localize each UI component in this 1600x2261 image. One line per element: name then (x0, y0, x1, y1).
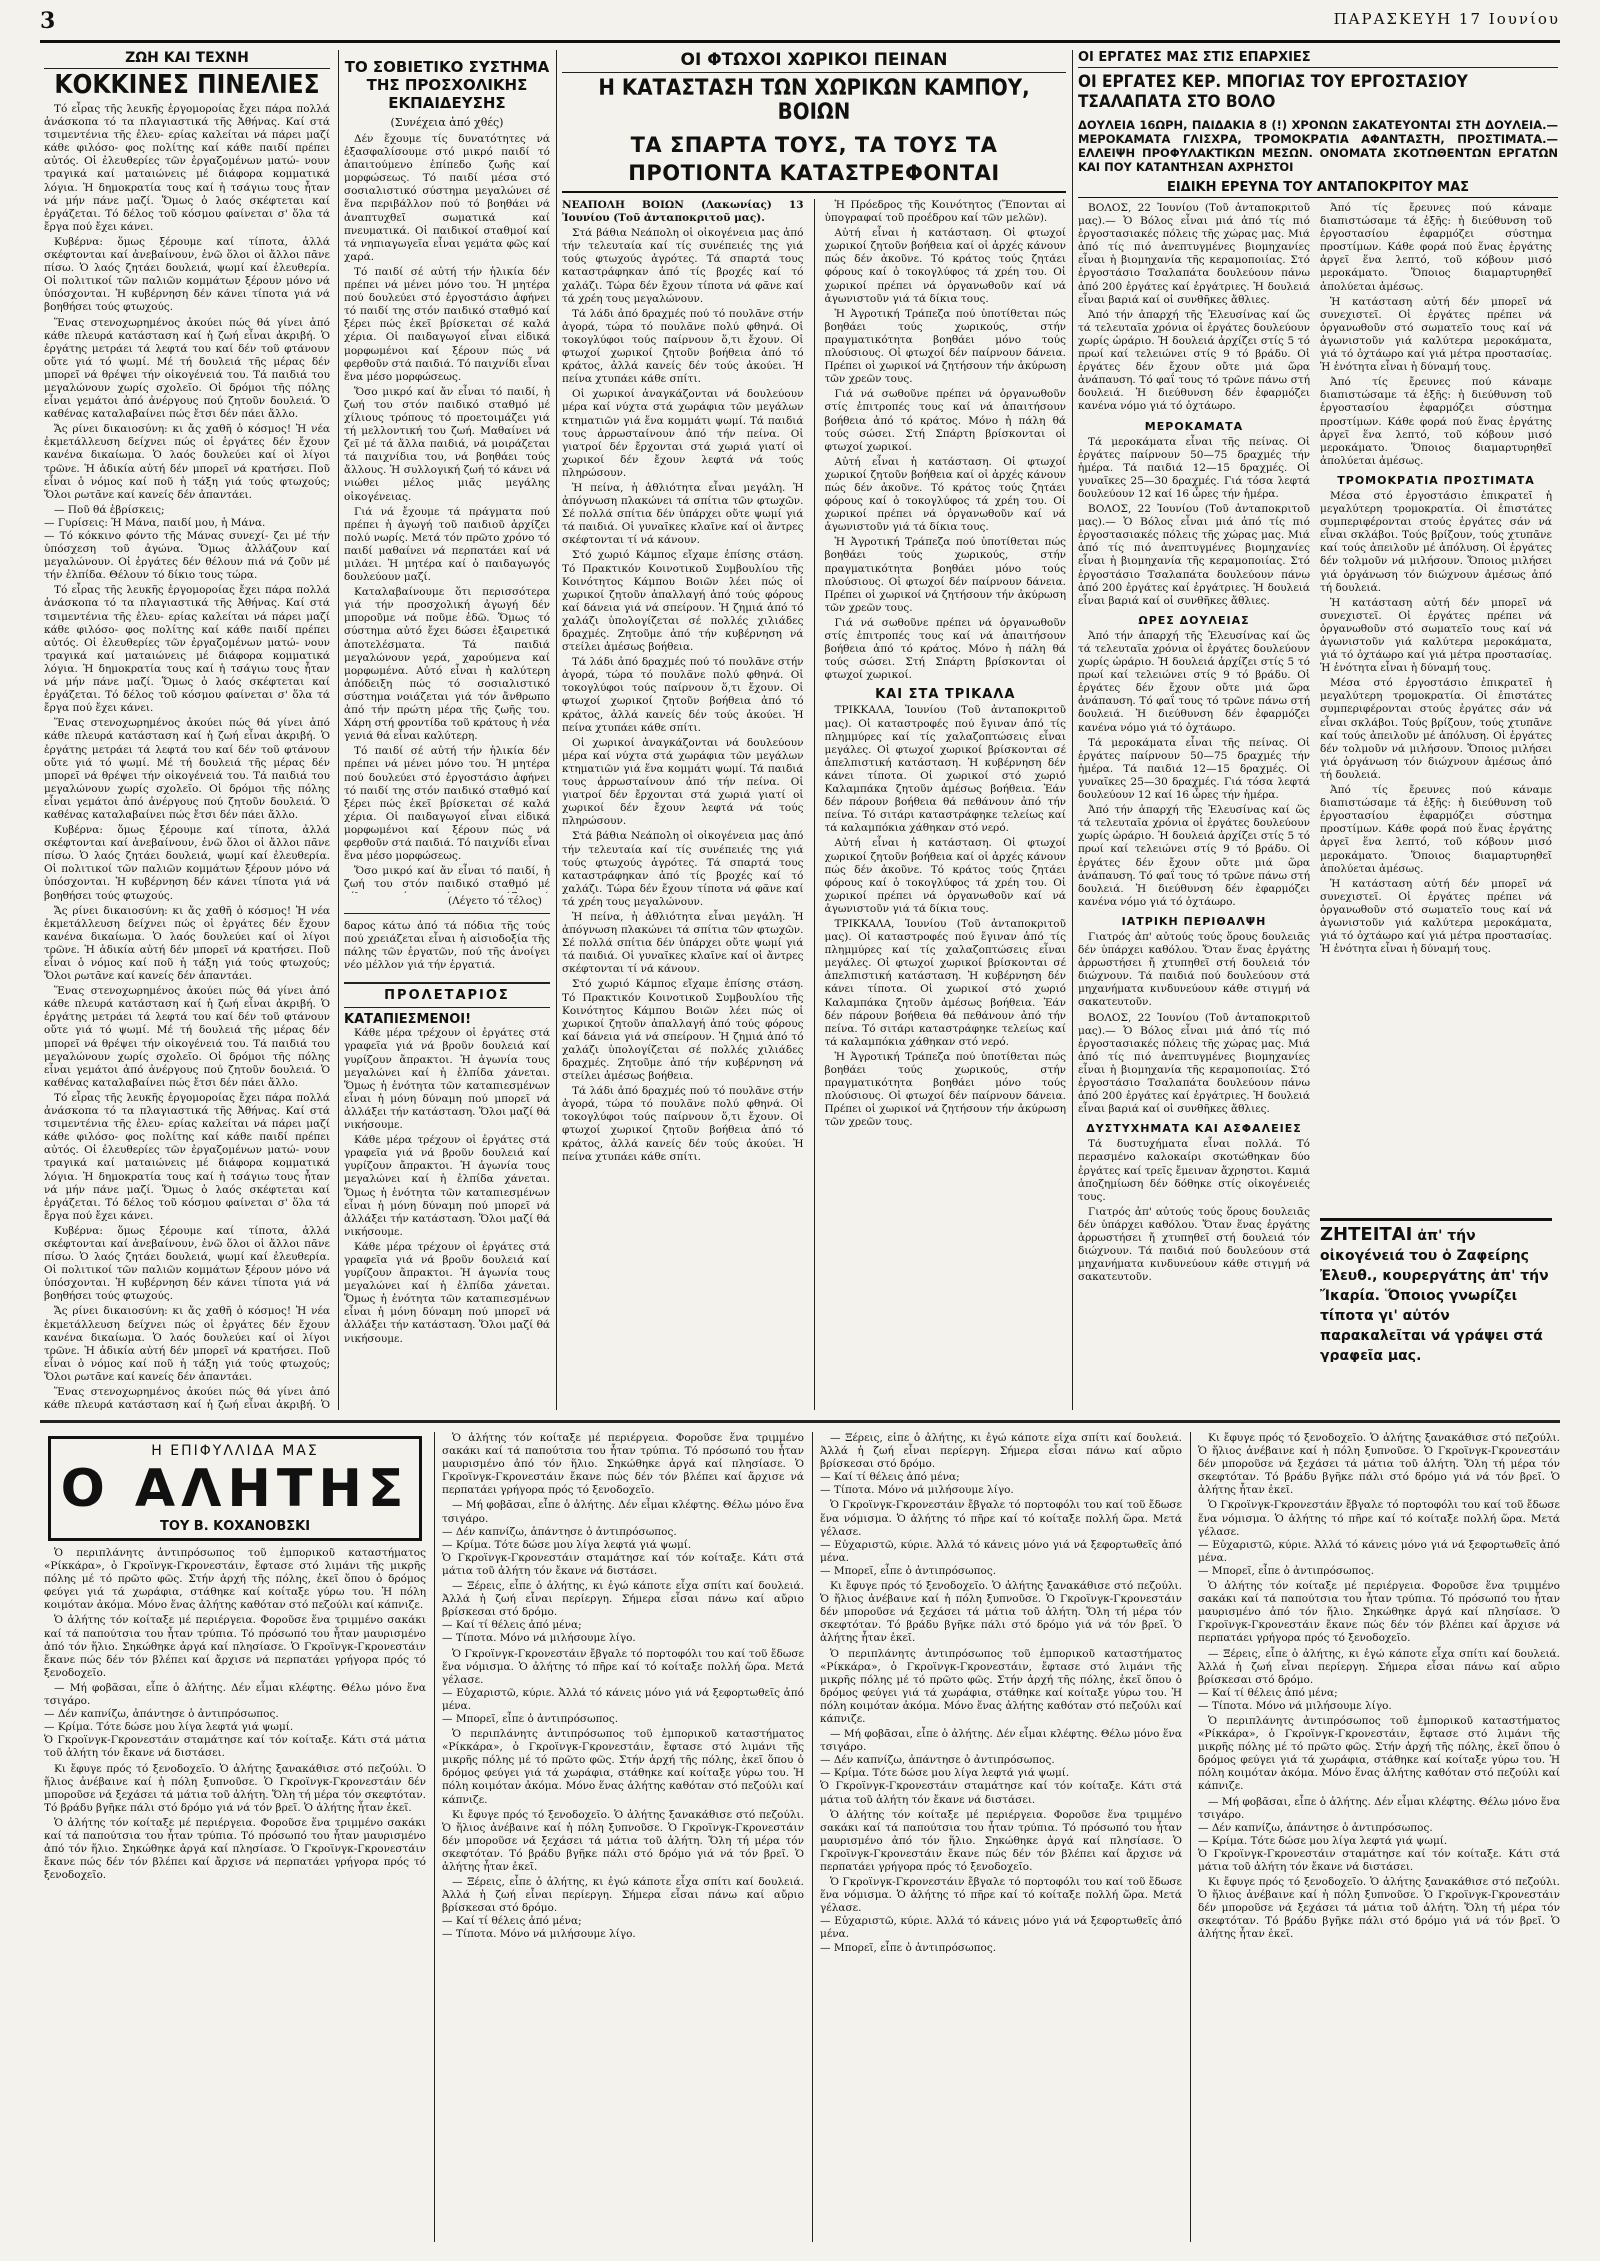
serial-column-2 (442, 1432, 804, 2242)
subhead-accidents: ΔΥΣΤΥΧΗΜΑΤΑ ΚΑΙ ΑΣΦΑΛΕΙΕΣ (1086, 1122, 1302, 1136)
paragraph: Ἡ κατάσταση αὐτή δέν μπορεῖ νά συνεχιστεῖ. Οἱ ἐργάτες πρέπει νά ὀργανωθοῦν στό σωματεῖο τους καί νά ἀγωνιστοῦν γιά καλύτερα μεροκάματα, γιά τό ὀχτάωρο καί γιά μέτρα προστασίας. Ἡ ἑνότητα εἶναι ἡ δύναμή τους. (1320, 877, 1552, 956)
paragraph: Ὁ ἀλήτης τόν κοίταξε μέ περιέργεια. Φοροῦσε ἕνα τριμμένο σακάκι καί τά παπούτσια του ἦταν τρύπια. Τό πρόσωπό του ἦταν μαυρισμένο ἀπό τόν ἥλιο. Σηκώθηκε ἀργά καί πλησίασε. Ὁ Γκροϊνγκ-Γκρονεστάιν ἔκανε πώς δέν τόν βλέπει καί ἄρχισε νά περπατάει γρήγορα πρός τό ξενοδοχεῖο. (44, 1614, 426, 1679)
paragraph: Ἄς ρίνει δικαιοσύνη: κι ἄς χαθῆ ὁ κόσμος! Ἡ νέα ἐκμετάλλευση δείχνει πώς οἱ ἐργάτες δέν ἔχουν κανένα δικαίωμα. Ὁ λαός δουλεύει καί οἱ λίγοι τρῶνε. Ἡ ἀδικία αὐτή δέν μπορεῖ νά κρατήσει. Ποῦ εἶναι ὁ νόμος καί ποῦ ἡ τάξη γιά τούς φτωχούς; Ὅλοι ρωτᾶνε καί κανείς δέν ἀπαντάει. (44, 904, 330, 983)
paragraph: Τά λάδι ἀπό δραχμές πού τό πουλᾶνε στήν ἀγορά, τώρα τό πουλᾶνε πολύ φθηνά. Οἱ τοκογλύφοι τούς παίρνουν ὅ,τι ἔχουν. Οἱ φτωχοί χωρικοί ζητοῦν βοήθεια ἀπό τό κράτος, ἀλλά κανείς δέν τούς ἀκούει. Ἡ πείνα χτυπάει κάθε σπίτι. (562, 656, 804, 734)
column-workers-provinces (1078, 50, 1558, 1410)
article-column-right (1320, 202, 1552, 1362)
masthead-rule (40, 40, 1560, 43)
paragraph: Ἡ πείνα, ἡ ἀθλιότητα εἶναι μεγάλη. Ἡ ἀπόγνωση πλακώνει τά σπίτια τῶν φτωχῶν. Σέ πολλά σπίτια δέν ὑπάρχει οὔτε ψωμί γιά τά παιδιά. Οἱ γυναῖκες κλαῖνε καί οἱ ἄντρες σκέφτονται τί νά κάνουν. (562, 910, 804, 976)
proletarian-body (344, 1027, 550, 1345)
paragraph: Αὐτή εἶναι ἡ κατάσταση. Οἱ φτωχοί χωρικοί ζητοῦν βοήθεια καί οἱ ἀρχές κάνουν πώς δέν ἀκοῦνε. Τό κράτος τούς ζητάει φόρους καί ὁ τοκογλύφος τά χρέη του. Οἱ χωρικοί πρέπει νά ὀργανωθοῦν καί νά ἀγωνιστοῦν γιά τά δίκια τους. (824, 455, 1066, 534)
article-headline: ΤΟ ΣΟΒΙΕΤΙΚΟ ΣΥΣΤΗΜΑ ΤΗΣ ΠΡΟΣΧΟΛΙΚΗΣ ΕΚΠΑΙΔΕΥΣΗΣ (344, 58, 550, 112)
article-body (44, 103, 330, 1410)
paragraph: Κάθε μέρα τρέχουν οἱ ἐργάτες στά γραφεῖα γιά νά βροῦν δουλειά καί γυρίζουν ἄπρακτοι. Ἡ ἀγωνία τους μεγαλώνει καί ἡ ἐλπίδα χάνεται. Ὅμως ἡ ἑνότητα τῶν καταπιεσμένων εἶναι ἡ μόνη δύναμη πού μπορεῖ νά ἀλλάξει τήν κατάσταση. Ὅλοι μαζί θά νικήσουμε. (344, 1027, 550, 1132)
paragraph: ΤΡΙΚΚΑΛΑ, Ἰουνίου (Τοῦ ἀνταποκριτοῦ μας). Οἱ καταστροφές πού ἔγιναν ἀπό τίς πλημμύρες καί τίς χαλαζοπτώσεις εἶναι μεγάλες. Οἱ φτωχοί χωρικοί βρίσκονται σέ ἀπελπιστική κατάσταση. Ἡ κυβέρνηση δέν κάνει τίποτα. Οἱ χωρικοί στό χωριό Καλαμπάκα ζητοῦν ἀμέσως βοήθεια. Ἐάν δέν πάρουν βοήθεια θά πεθάνουν ἀπό τήν πείνα. Τό σιτάρι καταστράφηκε τελείως καί τά καλαμπόκια χάθηκαν στό νερό. (824, 704, 1066, 835)
column-rule (1072, 50, 1073, 1410)
paragraph: Ὁ περιπλάνητς ἀντιπρόσωπος τοῦ ἐμπορικοῦ καταστήματος «Ρίκκάρα», ὁ Γκροϊνγκ-Γκρονεστάιν, ἔφτασε στό λιμάνι τῆς μικρῆς πόλης μέ τό πρῶτο φῶς. Στήν ἀρχή τῆς πόλης, ἐκεῖ ὅπου ὁ δρόμος φεύγει γιά τά χωράφια, στάθηκε καί κοίταξε γύρω του. Ἡ πόλη κοιμόταν ἀκόμα. Μόνο ἕνας ἀλήτης καθόταν στό πεζούλι καί κάπνιζε. (1198, 1714, 1560, 1793)
paragraph: ΒΟΛΟΣ, 22 Ἰουνίου (Τοῦ ἀνταποκριτοῦ μας).— Ὁ Βόλος εἶναι μιά ἀπό τίς πιό ἐργοστασιακές πόλεις τῆς χώρας μας. Μιά ἀπό τίς πιό ἀνεπτυγμένες βιομηχανίες εἶναι ἡ βιομηχανία τῆς κεραμοποιίας. Στό ἐργοστάσιο Τσαλαπάτα δουλεύουν πάνω ἀπό 200 ἐργάτες καί ἐργάτριες. Ἡ δουλειά εἶναι βαριά καί οἱ συνθῆκες ἄθλιες. (1078, 1011, 1310, 1116)
column-poor-farmers (562, 50, 1066, 1410)
special-report-label: ΕΙΔΙΚΗ ΕΡΕΥΝΑ ΤΟΥ ΑΝΤΑΠΟΚΡΙΤΟΥ ΜΑΣ (1078, 180, 1558, 198)
section-kicker: ΟΙ ΦΤΩΧΟΙ ΧΩΡΙΚΟΙ ΠΕΙΝΑΝ (562, 50, 1066, 73)
serial-title: Ο ΑΛΗΤΗΣ (60, 1459, 410, 1519)
article-column-right (825, 199, 1067, 1410)
section-kicker: ΟΙ ΕΡΓΑΤΕΣ ΜΑΣ ΣΤΙΣ ΕΠΑΡΧΙΕΣ (1078, 50, 1558, 68)
continued-note: (Λέγετο τό τέλος) (448, 895, 542, 907)
paragraph: Οἱ χωρικοί ἀναγκάζονται νά δουλεύουν μέρα καί νύχτα στά χωράφια τῶν μεγάλων κτηματιῶν γιά ἕνα κομμάτι ψωμί. Τά παιδιά τους ἀρρωσταίνουν ἀπό τήν πείνα. Οἱ γιατροί δέν ἔρχονται στά χωριά γιατί οἱ χωρικοί δέν ἔχουν λεφτά νά τούς πληρώσουν. (562, 736, 804, 828)
paragraph: Κι ἔφυγε πρός τό ξενοδοχεῖο. Ὁ ἀλήτης ξανακάθισε στό πεζούλι. Ὁ ἥλιος ἀνέβαινε καί ἡ πόλη ξυπνοῦσε. Ὁ Γκροϊνγκ-Γκρονεστάιν δέν μποροῦσε νά ξεχάσει τά μάτια τοῦ ἀλήτη. Ὅλη τή μέρα τόν σκεφτόταν. Τό βράδυ βγῆκε πάλι στό δρόμο γιά νά τόν βρεῖ. Ὁ ἀλήτης ἦταν ἐκεῖ. (442, 1808, 804, 1873)
tail-text: δαρος κάτω ἀπό τά πόδια τῆς τούς πού χρειάζεται εἶναι ἡ αἰσιοδοξία τῆς πάλης τῶν ἐργατῶν, πού τῆς ἀνοίγει νέο μέλλον γιά τήν ἐργατιά. (344, 920, 550, 972)
paragraph: Τά μεροκάματα εἶναι τῆς πείνας. Οἱ ἐργάτες παίρνουν 50—75 δραχμές τήν ἡμέρα. Τά παιδιά 12—15 δραχμές. Οἱ γυναῖκες 25—30 δραχμές. Γιά τόσα λεφτά δουλεύουν 12 καί 16 ὧρες τήν ἡμέρα. (1078, 736, 1310, 802)
column-rule (434, 1432, 435, 2242)
paragraph: Κάθε μέρα τρέχουν οἱ ἐργάτες στά γραφεῖα γιά νά βροῦν δουλειά καί γυρίζουν ἄπρακτοι. Ἡ ἀγωνία τους μεγαλώνει καί ἡ ἐλπίδα χάνεται. Ὅμως ἡ ἑνότητα τῶν καταπιεσμένων εἶναι ἡ μόνη δύναμη πού μπορεῖ νά ἀλλάξει τήν κατάσταση. Ὅλοι μαζί θά νικήσουμε. (344, 1240, 550, 1345)
paragraph: — Ξέρεις, εἶπε ὁ ἀλήτης, κι ἐγώ κάποτε εἶχα σπίτι καί δουλειά. Ἀλλά ἡ ζωή εἶναι περίεργη. Σήμερα εἶσαι πάνω καί αὔριο βρίσκεσαι στό δρόμο. — Καί τί θέλεις ἀπό μένα; — Τίποτα. Μόνο νά μιλήσουμε λίγο. (442, 1580, 804, 1645)
paragraph: Μέσα στό ἐργοστάσιο ἐπικρατεῖ ἡ μεγαλύτερη τρομοκρατία. Οἱ ἐπιστάτες συμπεριφέρονται στούς ἐργάτες σάν νά εἶναι σκλάβοι. Τούς βρίζουν, τούς χτυπᾶνε καί τούς ἀπειλοῦν μέ ἀπόλυση. Οἱ ἐργάτες δέν τολμοῦν νά μιλήσουν. Ὅποιος μιλήσει γιά ὀργάνωση τόν διώχνουν ἀμέσως ἀπό τή δουλειά. (1320, 489, 1552, 594)
article-columns (562, 199, 1066, 1410)
paragraph: Ὅσο μικρό καί ἄν εἶναι τό παιδί, ἡ ζωή του στόν παιδικό σταθμό μέ (344, 865, 550, 891)
subhead-terror: ΤΡΟΜΟΚΡΑΤΙΑ ΠΡΟΣΤΙΜΑΤΑ (1337, 473, 1535, 487)
paragraph: Τό παιδί σέ αὐτή τήν ἡλικία δέν πρέπει νά μένει μόνο του. Ἡ μητέρα πού δουλεύει στό ἐργοστάσιο ἀφήνει τό παιδί της στόν παιδικό σταθμό καί ξέρει πώς ἐκεῖ βρίσκεται σέ καλά χέρια. Οἱ παιδαγωγοί εἶναι εἰδικά μορφωμένοι καί ξέρουν πώς νά φερθοῦν στά παιδιά. Τό παιχνίδι εἶναι ἕνα μέσο μορφώσεως. (344, 265, 550, 383)
subhead-wages: ΜΕΡΟΚΑΜΑΤΑ (1144, 419, 1244, 433)
section-rule (344, 913, 550, 914)
paragraph: Ἄς ρίνει δικαιοσύνη: κι ἄς χαθῆ ὁ κόσμος! Ἡ νέα ἐκμετάλλευση δείχνει πώς οἱ ἐργάτες δέν ἔχουν κανένα δικαίωμα. Ὁ λαός δουλεύει καί οἱ λίγοι τρῶνε. Ἡ ἀδικία αὐτή δέν μπορεῖ νά κρατήσει. Ποῦ εἶναι ὁ νόμος καί ποῦ ἡ τάξη γιά τούς φτωχούς; Ὅλοι ρωτᾶνε καί κανείς δέν ἀπαντάει. (44, 423, 330, 501)
paragraph: Ἀπό τίς ἔρευνες πού κάναμε διαπιστώσαμε τά ἑξῆς: ἡ διεύθυνση τοῦ ἐργοστασίου ἐφαρμόζει σύστημα προστίμων. Κάθε φορά πού ἕνας ἐργάτης ἀργεῖ ἕνα λεπτό, τοῦ κόβουν μισό μεροκάματο. Ὅποιος διαμαρτυρηθεῖ ἀπολύεται ἀμέσως. (1320, 376, 1552, 467)
paragraph: Ἡ Ἀγροτική Τράπεζα πού ὑποτίθεται πώς βοηθάει τούς χωρικούς, στήν πραγματικότητα βοηθάει μόνο τούς πλούσιους. Οἱ φτωχοί δέν παίρνουν δάνεια. Πρέπει οἱ χωρικοί νά ζητήσουν τήν ἀκύρωση τῶν χρεῶν τους. (824, 536, 1066, 614)
paragraph: Ἡ πείνα, ἡ ἀθλιότητα εἶναι μεγάλη. Ἡ ἀπόγνωση πλακώνει τά σπίτια τῶν φτωχῶν. Σέ πολλά σπίτια δέν ὑπάρχει οὔτε ψωμί γιά τά παιδιά. Οἱ γυναῖκες κλαῖνε καί οἱ ἄντρες σκέφτονται τί νά κάνουν. (562, 481, 804, 547)
column-rule (812, 1432, 813, 2242)
paragraph: Ἕνας στενοχωρημένος ἀκούει πώς θά γίνει ἀπό κάθε πλευρά κατάσταση καί ἡ ζωή εἶναι ἀκριβή. Ὁ ἐργάτης μετράει τά λεφτά του καί δέν τοῦ φτάνουν οὔτε γιά τό ψωμί. Μέ τή δουλειά τῆς μέρας δέν μπορεῖ νά θρέψει τήν οἰκογένειά του. Τά παιδιά του μεγαλώνουν χωρίς σχολεῖο. Οἱ δρόμοι τῆς πόλης εἶναι γεμάτοι ἀπό ἀνέργους πού ζητοῦν δουλειά. Ὁ καθένας καταλαβαίνει πώς ἔτσι δέν πάει ἄλλο. (44, 717, 330, 821)
paragraph: — Μή φοβᾶσαι, εἶπε ὁ ἀλήτης. Δέν εἶμαι κλέφτης. Θέλω μόνο ἕνα τσιγάρο. — Δέν καπνίζω, ἀπάντησε ὁ ἀντιπρόσωπος. — Κρίμα. Τότε δώσε μου λίγα λεφτά γιά ψωμί. Ὁ Γκροϊνγκ-Γκρονεστάιν σταμάτησε καί τόν κοίταξε. Κάτι στά μάτια τοῦ ἀλήτη τόν ἔκανε νά διστάσει. (1198, 1795, 1560, 1873)
paragraph: Ὅσο μικρό καί ἄν εἶναι τό παιδί, ἡ ζωή του στόν παιδικό σταθμό μέ χίλιους τρόπους τό προετοιμάζει γιά τή μελλοντική του ζωή. Μαθαίνει νά ζεῖ μέ τά ἄλλα παιδιά, νά μοιράζεται τά παιχνίδια του, νά βοηθάει τούς ἄλλους. Ἡ συλλογική ζωή τό κάνει νά νιώθει μέλος μιᾶς μεγάλης οἰκογένειας. (344, 385, 550, 503)
subhead-trikala: ΚΑΙ ΣΤΑ ΤΡΙΚΑΛΑ (875, 687, 1016, 703)
paragraph: ΒΟΛΟΣ, 22 Ἰουνίου (Τοῦ ἀνταποκριτοῦ μας).— Ὁ Βόλος εἶναι μιά ἀπό τίς πιό ἐργοστασιακές πόλεις τῆς χώρας μας. Μιά ἀπό τίς πιό ἀνεπτυγμένες βιομηχανίες εἶναι ἡ βιομηχανία τῆς κεραμοποιίας. Στό ἐργοστάσιο Τσαλαπάτα δουλεύουν πάνω ἀπό 200 ἐργάτες καί ἐργάτριες. Ἡ δουλειά εἶναι βαριά καί οἱ συνθῆκες ἄθλιες. (1078, 503, 1310, 607)
paragraph: — Ποῦ θά ἐβρίσκεις; — Γυρίσεις: Ἡ Μάνα, παιδί μου, ἡ Μάνα. — Τό κόκκινο φόντο τῆς Μάνας συνεχί- ζει μέ τήν ὑπόσχεση τοῦ ἀγώνα. Ὅμως ἀλλάζουν καί μεγαλώνουν. Οἱ ἐργάτες δέν θέλουν πιά νά ζοῦν μέ τήν ἐλπίδα. Θέλουν τό δίκιο τους τώρα. (44, 503, 330, 582)
serial-kicker: Η ΕΠΙΦΥΛΛΙΔΑ ΜΑΣ (151, 1443, 319, 1459)
serial-column-3 (820, 1432, 1182, 2242)
paragraph: ΒΟΛΟΣ, 22 Ἰουνίου (Τοῦ ἀνταποκριτοῦ μας).— Ὁ Βόλος εἶναι μιά ἀπό τίς πιό ἐργοστασιακές πόλεις τῆς χώρας μας. Μιά ἀπό τίς πιό ἀνεπτυγμένες βιομηχανίες εἶναι ἡ βιομηχανία τῆς κεραμοποιίας. Στό ἐργοστάσιο Τσαλαπάτα δουλεύουν πάνω ἀπό 200 ἐργάτες καί ἐργάτριες. Ἡ δουλειά εἶναι βαριά καί οἱ συνθῆκες ἄθλιες. (1078, 202, 1310, 306)
paragraph: Ὁ Γκροϊνγκ-Γκρονεστάιν ἔβγαλε τό πορτοφόλι του καί τοῦ ἔδωσε ἕνα νόμισμα. Ὁ ἀλήτης τό πῆρε καί τό κοίταξε πολλή ὥρα. Μετά γέλασε. — Εὐχαριστῶ, κύριε. Ἀλλά τό κάνεις μόνο γιά νά ξεφορτωθεῖς ἀπό μένα. — Μπορεῖ, εἶπε ὁ ἀντιπρόσωπος. (1198, 1499, 1560, 1577)
paragraph: — Μή φοβᾶσαι, εἶπε ὁ ἀλήτης. Δέν εἶμαι κλέφτης. Θέλω μόνο ἕνα τσιγάρο. — Δέν καπνίζω, ἀπάντησε ὁ ἀντιπρόσωπος. — Κρίμα. Τότε δώσε μου λίγα λεφτά γιά ψωμί. Ὁ Γκροϊνγκ-Γκρονεστάιν σταμάτησε καί τόν κοίταξε. Κάτι στά μάτια τοῦ ἀλήτη τόν ἔκανε νά διστάσει. (44, 1681, 426, 1760)
paragraph: Τά μεροκάματα εἶναι τῆς πείνας. Οἱ ἐργάτες παίρνουν 50—75 δραχμές τήν ἡμέρα. Τά παιδιά 12—15 δραχμές. Οἱ γυναῖκες 25—30 δραχμές. Γιά τόσα λεφτά δουλεύουν 12 καί 16 ὧρες τήν ἡμέρα. (1078, 435, 1310, 500)
paragraph: Ὁ περιπλάνητς ἀντιπρόσωπος τοῦ ἐμπορικοῦ καταστήματος «Ρίκκάρα», ὁ Γκροϊνγκ-Γκρονεστάιν, ἔφτασε στό λιμάνι τῆς μικρῆς πόλης μέ τό πρῶτο φῶς. Στήν ἀρχή τῆς πόλης, ἐκεῖ ὅπου ὁ δρόμος φεύγει γιά τά χωράφια, στάθηκε καί κοίταξε γύρω του. Ἡ πόλη κοιμόταν ἀκόμα. Μόνο ἕνας ἀλήτης καθόταν στό πεζούλι καί κάπνιζε. (44, 1547, 426, 1612)
paragraph: Τό εἶρας τῆς λευκῆς ἐργομοροίας ἔχει πάρα πολλά ἀνάσκοπα τό τα πλαγιαστικά τῆς Ἀθήνας. Καί στά τσιμεντένια τῆς ἐλευ- ερίας καλείται νά πάρει μαζί κάθε φιλόσο- φος πολίτης καί κάθε παιδί πρέπει αὐτός. Οἱ ἐλευθερίες τῶν ἐργαζομένων ματώ- νουν τραγικά καί ματαιώνεις μέ διάφορα κομματικά λόγια. Ἡ δημοκρατία τους καί ἡ τσάγιω τους ἦταν νά μήν πάνε μαζί. Ὅμως ὁ λαός σκέφτεται καί ἐργάζεται. Τό δέλος τοῦ κόσμου φαίνεται σ' ὅλα τά ἔργα πού ἔχει κάνει. (44, 103, 330, 233)
paragraph: Ἕνας στενοχωρημένος ἀκούει πώς θά γίνει ἀπό κάθε πλευρά κατάσταση καί ἡ ζωή εἶναι ἀκριβή. Ὁ ἐργάτης μετράει τά λεφτά του καί δέν τοῦ φτάνουν οὔτε γιά τό ψωμί. Μέ τή δουλειά τῆς μέρας δέν μπορεῖ νά θρέψει τήν οἰκογένειά του. Τά παιδιά του μεγαλώνουν χωρίς σχολεῖο. Οἱ δρόμοι τῆς πόλης εἶναι γεμάτοι ἀπό ἀνέργους πού ζητοῦν δουλειά. Ὁ καθένας καταλαβαίνει πώς ἔτσι δέν πάει ἄλλο. (44, 985, 330, 1089)
paragraph: Ὁ ἀλήτης τόν κοίταξε μέ περιέργεια. Φοροῦσε ἕνα τριμμένο σακάκι καί τά παπούτσια του ἦταν τρύπια. Τό πρόσωπό του ἦταν μαυρισμένο ἀπό τόν ἥλιο. Σηκώθηκε ἀργά καί πλησίασε. Ὁ Γκροϊνγκ-Γκρονεστάιν ἔκανε πώς δέν τόν βλέπει καί ἄρχισε νά περπατάει γρήγορα πρός τό ξενοδοχεῖο. (1198, 1580, 1560, 1645)
paragraph: Ὁ Γκροϊνγκ-Γκρονεστάιν ἔβγαλε τό πορτοφόλι του καί τοῦ ἔδωσε ἕνα νόμισμα. Ὁ ἀλήτης τό πῆρε καί τό κοίταξε πολλή ὥρα. Μετά γέλασε. — Εὐχαριστῶ, κύριε. Ἀλλά τό κάνεις μόνο γιά νά ξεφορτωθεῖς ἀπό μένα. — Μπορεῖ, εἶπε ὁ ἀντιπρόσωπος. (820, 1499, 1182, 1577)
article-deck: ΔΟΥΛΕΙΑ 16ΩΡΗ, ΠΑΙΔΑΚΙΑ 8 (!) ΧΡΟΝΩΝ ΣΑΚΑΤΕΥΟΝΤΑΙ ΣΤΗ ΔΟΥΛΕΙΑ.— ΜΕΡΟΚΑΜΑΤΑ ΓΛΙΣΧΡΑ, ΤΡΟΜΟΚΡΑΤΙΑ ΑΦΑΝΤΑΣΤΗ, ΠΡΟΣΤΙΜΑΤΑ.— ΕΛΛΕΙΨΗ ΠΡΟΦΥΛΑΚΤΙΚΩΝ ΜΕΣΩΝ. ΟΝΟΜΑΤΑ ΣΚΟΤΩΘΕΝΤΩΝ ΕΡΓΑΤΩΝ ΚΑΙ ΠΟΥ ΚΑΤΑΝΤΗΣΑΝ ΑΧΡΗΣΤΟΙ (1078, 118, 1558, 174)
article-headline-2: ΤΑ ΣΠΑΡΤΑ ΤΟΥΣ, ΤΑ ΤΟΥΣ ΤΑ ΠΡΟΤΙΟΝΤΑ ΚΑΤΑΣΤΡΕΦΟΝΤΑΙ (562, 131, 1066, 193)
paragraph: Ἡ κατάσταση αὐτή δέν μπορεῖ νά συνεχιστεῖ. Οἱ ἐργάτες πρέπει νά ὀργανωθοῦν στό σωματεῖο τους καί νά ἀγωνιστοῦν γιά καλύτερα μεροκάματα, γιά τό ὀχτάωρο καί γιά μέτρα προστασίας. Ἡ ἑνότητα εἶναι ἡ δύναμή τους. (1320, 295, 1552, 374)
article-body (1320, 202, 1552, 1212)
paragraph: — Ξέρεις, εἶπε ὁ ἀλήτης, κι ἐγώ κάποτε εἶχα σπίτι καί δουλειά. Ἀλλά ἡ ζωή εἶναι περίεργη. Σήμερα εἶσαι πάνω καί αὔριο βρίσκεσαι στό δρόμο. — Καί τί θέλεις ἀπό μένα; — Τίποτα. Μόνο νά μιλήσουμε λίγο. (1198, 1647, 1560, 1712)
wanted-body: ἀπ' τήν οἰκογένειά του ὁ Ζαφείρης Ἐλευθ., κουρεργάτης ἀπ' τήν Ἴκαρία. Ὅποιος γνωρίζει τίποτα γι' αὐτόν παρακαλεῖται νά γράψει στά γραφεῖα μας. (1320, 1228, 1549, 1362)
paragraph: Στό χωριό Κάμπος εἴχαμε ἐπίσης στάση. Τό Πρακτικόν Κοινοτικοῦ Συμβουλίου τῆς Κοινότητος Κάμπου Βοιῶν λέει πώς οἱ χωρικοί ζητοῦν ἀπαλλαγή ἀπό τούς φόρους καί δάνεια γιά νά σπείρουν. Ἡ ζημιά ἀπό τό χαλάζι ὑπολογίζεται σέ πολλές χιλιάδες δραχμές. Ζητοῦμε ἀπό τήν κυβέρνηση νά στείλει ἀμέσως βοήθεια. (562, 549, 804, 654)
paragraph: Καταλαβαίνουμε ὅτι περισσότερα γιά τήν προσχολική ἀγωγή δέν μποροῦμε νά ποῦμε ἐδῶ. Ὅμως τό σύστημα αὐτό ἔχει δώσει ἐξαιρετικά ἀποτελέσματα. Τά παιδιά μεγαλώνουν γερά, χαρούμενα καί μορφωμένα. Αὐτό εἶναι ἡ καλύτερη ἀπόδειξη πώς τό σοσιαλιστικό σύστημα νοιάζεται γιά τόν ἄνθρωπο ἀπό τήν πρώτη μέρα τῆς ζωῆς του. Χάρη στή φροντίδα τοῦ κράτους ἡ νέα γενιά θά εἶναι καλύτερη. (344, 586, 550, 743)
paragraph: Ἄς ρίνει δικαιοσύνη: κι ἄς χαθῆ ὁ κόσμος! Ἡ νέα ἐκμετάλλευση δείχνει πώς οἱ ἐργάτες δέν ἔχουν κανένα δικαίωμα. Ὁ λαός δουλεύει καί οἱ λίγοι τρῶνε. Ἡ ἀδικία αὐτή δέν μπορεῖ νά κρατήσει. Ποῦ εἶναι ὁ νόμος καί ποῦ ἡ τάξη γιά τούς φτωχούς; Ὅλοι ρωτᾶνε καί κανείς δέν ἀπαντάει. (44, 1305, 330, 1383)
paragraph: Τό εἶρας τῆς λευκῆς ἐργομοροίας ἔχει πάρα πολλά ἀνάσκοπα τό τα πλαγιαστικά τῆς Ἀθήνας. Καί στά τσιμεντένια τῆς ἐλευ- ερίας καλείται νά πάρει μαζί κάθε φιλόσο- φος πολίτης καί κάθε παιδί πρέπει αὐτός. Οἱ ἐλευθερίες τῶν ἐργαζομένων ματώ- νουν τραγικά καί ματαιώνεις μέ διάφορα κομματικά λόγια. Ἡ δημοκρατία τους καί ἡ τσάγιω τους ἦταν νά μήν πάνε μαζί. Ὅμως ὁ λαός σκέφτεται καί ἐργάζεται. Τό δέλος τοῦ κόσμου φαίνεται σ' ὅλα τά ἔργα πού ἔχει κάνει. (44, 584, 330, 715)
paragraph: Ὁ ἀλήτης τόν κοίταξε μέ περιέργεια. Φοροῦσε ἕνα τριμμένο σακάκι καί τά παπούτσια του ἦταν τρύπια. Τό πρόσωπό του ἦταν μαυρισμένο ἀπό τόν ἥλιο. Σηκώθηκε ἀργά καί πλησίασε. Ὁ Γκροϊνγκ-Γκρονεστάιν ἔκανε πώς δέν τόν βλέπει καί ἄρχισε νά περπατάει γρήγορα πρός τό ξενοδοχεῖο. (442, 1432, 804, 1497)
paragraph: Ἡ Ἀγροτική Τράπεζα πού ὑποτίθεται πώς βοηθάει τούς χωρικούς, στήν πραγματικότητα βοηθάει μόνο τούς πλούσιους. Οἱ φτωχοί δέν παίρνουν δάνεια. Πρέπει οἱ χωρικοί νά ζητήσουν τήν ἀκύρωση τῶν χρεῶν τους. (824, 1050, 1066, 1129)
paragraph: Ὁ ἀλήτης τόν κοίταξε μέ περιέργεια. Φοροῦσε ἕνα τριμμένο σακάκι καί τά παπούτσια του ἦταν τρύπια. Τό πρόσωπό του ἦταν μαυρισμένο ἀπό τόν ἥλιο. Σηκώθηκε ἀργά καί πλησίασε. Ὁ Γκροϊνγκ-Γκρονεστάιν ἔκανε πώς δέν τόν βλέπει καί ἄρχισε νά περπατάει γρήγορα πρός τό ξενοδοχεῖο. (820, 1808, 1182, 1873)
serial-column-4 (1198, 1432, 1560, 2242)
column-soviet-education (344, 50, 550, 1410)
column-rule (556, 50, 557, 1410)
section-rule (344, 1007, 550, 1008)
paragraph: — Μή φοβᾶσαι, εἶπε ὁ ἀλήτης. Δέν εἶμαι κλέφτης. Θέλω μόνο ἕνα τσιγάρο. — Δέν καπνίζω, ἀπάντησε ὁ ἀντιπρόσωπος. — Κρίμα. Τότε δώσε μου λίγα λεφτά γιά ψωμί. Ὁ Γκροϊνγκ-Γκρονεστάιν σταμάτησε καί τόν κοίταξε. Κάτι στά μάτια τοῦ ἀλήτη τόν ἔκανε νά διστάσει. (442, 1499, 804, 1577)
paragraph: Ἀπό τίς ἔρευνες πού κάναμε διαπιστώσαμε τά ἑξῆς: ἡ διεύθυνση τοῦ ἐργοστασίου ἐφαρμόζει σύστημα προστίμων. Κάθε φορά πού ἕνας ἐργάτης ἀργεῖ ἕνα λεπτό, τοῦ κόβουν μισό μεροκάματο. Ὅποιος διαμαρτυρηθεῖ ἀπολύεται ἀμέσως. (1320, 202, 1552, 293)
paragraph: — Μή φοβᾶσαι, εἶπε ὁ ἀλήτης. Δέν εἶμαι κλέφτης. Θέλω μόνο ἕνα τσιγάρο. — Δέν καπνίζω, ἀπάντησε ὁ ἀντιπρόσωπος. — Κρίμα. Τότε δώσε μου λίγα λεφτά γιά ψωμί. Ὁ Γκροϊνγκ-Γκρονεστάιν σταμάτησε καί τόν κοίταξε. Κάτι στά μάτια τοῦ ἀλήτη τόν ἔκανε νά διστάσει. (820, 1728, 1182, 1806)
paragraph: Τά λάδι ἀπό δραχμές πού τό πουλᾶνε στήν ἀγορά, τώρα τό πουλᾶνε πολύ φθηνά. Οἱ τοκογλύφοι τούς παίρνουν ὅ,τι ἔχουν. Οἱ φτωχοί χωρικοί ζητοῦν βοήθεια ἀπό τό κράτος, ἀλλά κανείς δέν τούς ἀκούει. Ἡ πείνα χτυπάει κάθε σπίτι. (562, 1085, 804, 1163)
paragraph: Γιατρός ἀπ' αὐτούς τούς ὅρους δουλειᾶς δέν ὑπάρχει καθόλου. Ὅταν ἕνας ἐργάτης ἀρρωστήσει ἤ χτυπηθεῖ στή δουλειά τόν διώχνουν. Τά παιδιά πού δουλεύουν στά μηχανήματα κινδυνεύουν κάθε στιγμή νά σακατευτοῦν. (1078, 1205, 1310, 1284)
paragraph: Ἀπό τήν ἀπαρχή τῆς Ἐλευσίνας καί ὥς τά τελευταῖα χρόνια οἱ ἐργάτες δουλεύουν χωρίς ὡράριο. Ἡ δουλειά ἀρχίζει στίς 5 τό πρωί καί τελειώνει στίς 9 τό βράδυ. Οἱ ἐργάτες δέν ἔχουν οὔτε μιά ὥρα ἀνάπαυση. Τό φαΐ τους τό τρῶνε πάνω στή δουλειά. Ἡ διεύθυνση δέν ἐφαρμόζει κανένα νόμο γιά τό ὀχτάωρο. (1078, 629, 1310, 734)
serial-text (44, 1547, 426, 2227)
column-rule (1190, 1432, 1191, 2242)
paragraph: Ὁ ἀλήτης τόν κοίταξε μέ περιέργεια. Φοροῦσε ἕνα τριμμένο σακάκι καί τά παπούτσια του ἦταν τρύπια. Τό πρόσωπό του ἦταν μαυρισμένο ἀπό τόν ἥλιο. Σηκώθηκε ἀργά καί πλησίασε. Ὁ Γκροϊνγκ-Γκρονεστάιν ἔκανε πώς δέν τόν βλέπει καί ἄρχισε νά περπατάει γρήγορα πρός τό ξενοδοχεῖο. (44, 1816, 426, 1882)
paragraph: Δέν ἔχουμε τίς δυνατότητες νά ἐξασφαλίσουμε στό μικρό παιδί τό ἀπαιτούμενο ἐπίπεδο ζωῆς καί μορφώσεως. Τό παιδί μέσα στό σοσιαλιστικό σύστημα μεγαλώνει σέ ἕνα περιβάλλον πού τό βοηθάει νά ἀναπτυχθεῖ σωματικά καί πνευματικά. Οἱ παιδικοί σταθμοί καί τά νηπιαγωγεῖα εἶναι γεμάτα φῶς καί χαρά. (344, 133, 550, 263)
serial-section (44, 1432, 1560, 2252)
paragraph: Τά λάδι ἀπό δραχμές πού τό πουλᾶνε στήν ἀγορά, τώρα τό πουλᾶνε πολύ φθηνά. Οἱ τοκογλύφοι τούς παίρνουν ὅ,τι ἔχουν. Οἱ φτωχοί χωρικοί ζητοῦν βοήθεια ἀπό τό κράτος, ἀλλά κανείς δέν τούς ἀκούει. Ἡ πείνα χτυπάει κάθε σπίτι. (562, 307, 804, 386)
paragraph: Κάθε μέρα τρέχουν οἱ ἐργάτες στά γραφεῖα γιά νά βροῦν δουλειά καί γυρίζουν ἄπρακτοι. Ἡ ἀγωνία τους μεγαλώνει καί ἡ ἐλπίδα χάνεται. Ὅμως ἡ ἑνότητα τῶν καταπιεσμένων εἶναι ἡ μόνη δύναμη πού μπορεῖ νά ἀλλάξει τήν κατάσταση. Ὅλοι μαζί θά νικήσουμε. (344, 1134, 550, 1238)
paragraph: Στά βάθια Νεάπολη οἱ οἰκογένεια μας ἀπό τήν τελευταία καί τίς συνέπειές της γιά τούς φτωχούς ἀγρότες. Τά σπαρτά τους καταστράφηκαν ἀπό τίς βροχές καί τό χαλάζι. Τώρα δέν ἔχουν τίποτα νά φᾶνε καί τά χρέη τους μεγαλώνουν. (562, 227, 804, 305)
article-headline: Η ΚΑΤΑΣΤΑΣΗ ΤΩΝ ΧΩΡΙΚΩΝ ΚΑΜΠΟΥ, ΒΟΙΩΝ (598, 76, 1030, 125)
article-subhead: (Συνέχεια ἀπό χθές) (390, 116, 504, 129)
article-columns (1078, 202, 1558, 1362)
column-rule (814, 199, 815, 1410)
page-number: 3 (40, 8, 56, 34)
paragraph: Ἕνας στενοχωρημένος ἀκούει πώς θά γίνει ἀπό κάθε πλευρά κατάσταση καί ἡ ζωή εἶναι ἀκριβή. Ὁ ἐργάτης μετράει τά λεφτά του καί δέν τοῦ φτάνουν οὔτε γιά τό ψωμί. Μέ τή δουλειά τῆς μέρας δέν μπορεῖ νά θρέψει τήν οἰκογένειά του. Τά παιδιά του μεγαλώνουν χωρίς σχολεῖο. Οἱ δρόμοι τῆς πόλης εἶναι γεμάτοι ἀπό ἀνέργους πού ζητοῦν δουλειά. Ὁ καθένας καταλαβαίνει πώς ἔτσι δέν πάει ἄλλο. (44, 316, 330, 421)
proletarian-lead: ΚΑΤΑΠΙΕΣΜΕΝΟΙ! (344, 1012, 472, 1028)
wanted-notice (1320, 1218, 1552, 1362)
paragraph: — Ξέρεις, εἶπε ὁ ἀλήτης, κι ἐγώ κάποτε εἶχα σπίτι καί δουλειά. Ἀλλά ἡ ζωή εἶναι περίεργη. Σήμερα εἶσαι πάνω καί αὔριο βρίσκεσαι στό δρόμο. — Καί τί θέλεις ἀπό μένα; — Τίποτα. Μόνο νά μιλήσουμε λίγο. (442, 1876, 804, 1941)
article-column-left (562, 199, 804, 1410)
paragraph: Κι ἔφυγε πρός τό ξενοδοχεῖο. Ὁ ἀλήτης ξανακάθισε στό πεζούλι. Ὁ ἥλιος ἀνέβαινε καί ἡ πόλη ξυπνοῦσε. Ὁ Γκροϊνγκ-Γκρονεστάιν δέν μποροῦσε νά ξεχάσει τά μάτια τοῦ ἀλήτη. Ὅλη τή μέρα τόν σκεφτόταν. Τό βράδυ βγῆκε πάλι στό δρόμο γιά νά τόν βρεῖ. Ὁ ἀλήτης ἦταν ἐκεῖ. (820, 1580, 1182, 1645)
paragraph: Οἱ χωρικοί ἀναγκάζονται νά δουλεύουν μέρα καί νύχτα στά χωράφια τῶν μεγάλων κτηματιῶν γιά ἕνα κομμάτι ψωμί. Τά παιδιά τους ἀρρωσταίνουν ἀπό τήν πείνα. Οἱ γιατροί δέν ἔρχονται στά χωριά γιατί οἱ χωρικοί δέν ἔχουν λεφτά νά τούς πληρώσουν. (562, 388, 804, 479)
paragraph: Αὐτή εἶναι ἡ κατάσταση. Οἱ φτωχοί χωρικοί ζητοῦν βοήθεια καί οἱ ἀρχές κάνουν πώς δέν ἀκοῦνε. Τό κράτος τούς ζητάει φόρους καί ὁ τοκογλύφος τά χρέη του. Οἱ χωρικοί πρέπει νά ὀργανωθοῦν καί νά ἀγωνιστοῦν γιά τά δίκια τους. (824, 837, 1066, 915)
subhead-hours: ΩΡΕΣ ΔΟΥΛΕΙΑΣ (1138, 613, 1250, 627)
paragraph: Ὁ περιπλάνητς ἀντιπρόσωπος τοῦ ἐμπορικοῦ καταστήματος «Ρίκκάρα», ὁ Γκροϊνγκ-Γκρονεστάιν, ἔφτασε στό λιμάνι τῆς μικρῆς πόλης μέ τό πρῶτο φῶς. Στήν ἀρχή τῆς πόλης, ἐκεῖ ὅπου ὁ δρόμος φεύγει γιά τά χωράφια, στάθηκε καί κοίταξε γύρω του. Ἡ πόλη κοιμόταν ἀκόμα. Μόνο ἕνας ἀλήτης καθόταν στό πεζούλι καί κάπνιζε. (820, 1647, 1182, 1725)
paragraph: Ὁ Γκροϊνγκ-Γκρονεστάιν ἔβγαλε τό πορτοφόλι του καί τοῦ ἔδωσε ἕνα νόμισμα. Ὁ ἀλήτης τό πῆρε καί τό κοίταξε πολλή ὥρα. Μετά γέλασε. — Εὐχαριστῶ, κύριε. Ἀλλά τό κάνεις μόνο γιά νά ξεφορτωθεῖς ἀπό μένα. — Μπορεῖ, εἶπε ὁ ἀντιπρόσωπος. (820, 1876, 1182, 1954)
serial-column-1 (44, 1432, 426, 2227)
paragraph: Αὐτή εἶναι ἡ κατάσταση. Οἱ φτωχοί χωρικοί ζητοῦν βοήθεια καί οἱ ἀρχές κάνουν πώς δέν ἀκοῦνε. Τό κράτος τούς ζητάει φόρους καί ὁ τοκογλύφος τά χρέη του. Οἱ χωρικοί πρέπει νά ὀργανωθοῦν καί νά ἀγωνιστοῦν γιά τά δίκια τους. (824, 227, 1066, 305)
paragraph: Τά δυστυχήματα εἶναι πολλά. Τό περασμένο καλοκαίρι σκοτώθηκαν δύο ἐργάτες καί τρεῖς ἔμειναν ἄχρηστοι. Καμιά ἀποζημίωση δέν δόθηκε στίς οἰκογένειές τους. (1078, 1138, 1310, 1203)
serial-separator (40, 1420, 1560, 1423)
paragraph: Ἀπό τήν ἀπαρχή τῆς Ἐλευσίνας καί ὥς τά τελευταῖα χρόνια οἱ ἐργάτες δουλεύουν χωρίς ὡράριο. Ἡ δουλειά ἀρχίζει στίς 5 τό πρωί καί τελειώνει στίς 9 τό βράδυ. Οἱ ἐργάτες δέν ἔχουν οὔτε μιά ὥρα ἀνάπαυση. Τό φαΐ τους τό τρῶνε πάνω στή δουλειά. Ἡ διεύθυνση δέν ἐφαρμόζει κανένα νόμο γιά τό ὀχτάωρο. (1078, 804, 1310, 908)
paragraph: Ἕνας στενοχωρημένος ἀκούει πώς θά γίνει ἀπό κάθε πλευρά κατάσταση καί ἡ ζωή εἶναι ἀκριβή. Ὁ (44, 1386, 330, 1410)
paragraph: Κυβέρνα: ὅμως ξέρουμε καί τίποτα, ἀλλά σκέφτονται καί ἀνεβαίνουν, ἐνῶ ὅλοι οἱ ἄλλοι πᾶνε πίσω. Ὁ λαός ζητάει δουλειά, ψωμί καί ἐλευθερία. Οἱ πολιτικοί τῶν παλιῶν κομμάτων ξέρουν μόνο νά ὑπόσχονται. Ἡ κυβέρνηση δέν κάνει τίποτα γιά νά βοηθήσει τούς φτωχούς. (44, 1224, 330, 1303)
wanted-title: ΖΗΤΕΙΤΑΙ (1320, 1224, 1413, 1245)
column-life-and-art (44, 50, 330, 1410)
paragraph: Ἡ Ἀγροτική Τράπεζα πού ὑποτίθεται πώς βοηθάει τούς χωρικούς, στήν πραγματικότητα βοηθάει μόνο τούς πλούσιους. Οἱ φτωχοί δέν παίρνουν δάνεια. Πρέπει οἱ χωρικοί νά ζητήσουν τήν ἀκύρωση τῶν χρεῶν τους. (824, 307, 1066, 386)
paragraph: Γιά νά σωθοῦνε πρέπει νά ὀργανωθοῦν στίς ἐπιτροπές τους καί νά ἀπαιτήσουν βοήθεια ἀπό τό κράτος. Μόνο ἡ πάλη θά τούς σώσει. Στή Σπάρτη βρίσκονται οἱ φτωχοί χωρικοί. (824, 616, 1066, 682)
article-headline: ΟΙ ΕΡΓΑΤΕΣ ΚΕΡ. ΜΠΟΓΙΑΣ ΤΟΥ ΕΡΓΟΣΤΑΣΙΟΥ ΤΣΑΛΑΠΑΤΑ ΣΤΟ ΒΟΛΟ (1078, 72, 1468, 112)
paragraph: Μέσα στό ἐργοστάσιο ἐπικρατεῖ ἡ μεγαλύτερη τρομοκρατία. Οἱ ἐπιστάτες συμπεριφέρονται στούς ἐργάτες σάν νά εἶναι σκλάβοι. Τούς βρίζουν, τούς χτυπᾶνε καί τούς ἀπειλοῦν μέ ἀπόλυση. Οἱ ἐργάτες δέν τολμοῦν νά μιλήσουν. Ὅποιος μιλήσει γιά ὀργάνωση τόν διώχνουν ἀμέσως ἀπό τή δουλειά. (1320, 677, 1552, 781)
paragraph: Ἡ κατάσταση αὐτή δέν μπορεῖ νά συνεχιστεῖ. Οἱ ἐργάτες πρέπει νά ὀργανωθοῦν στό σωματεῖο τους καί νά ἀγωνιστοῦν γιά καλύτερα μεροκάματα, γιά τό ὀχτάωρο καί γιά μέτρα προστασίας. Ἡ ἑνότητα εἶναι ἡ δύναμή τους. (1320, 596, 1552, 675)
dateline: ΝΕΑΠΟΛΗ ΒΟΙΩΝ (Λακωνίας) 13 Ἰουνίου (Τοῦ ἀνταποκριτοῦ μας). (562, 199, 804, 225)
paragraph: Τό παιδί σέ αὐτή τήν ἡλικία δέν πρέπει νά μένει μόνο του. Ἡ μητέρα πού δουλεύει στό ἐργοστάσιο ἀφήνει τό παιδί της στόν παιδικό σταθμό καί ξέρει πώς ἐκεῖ βρίσκεται σέ καλά χέρια. Οἱ παιδαγωγοί εἶναι εἰδικά μορφωμένοι καί ξέρουν πώς νά φερθοῦν στά παιδιά. Τό παιχνίδι εἶναι ἕνα μέσο μορφώσεως. (344, 745, 550, 863)
article-body (344, 133, 550, 893)
paragraph: Κυβέρνα: ὅμως ξέρουμε καί τίποτα, ἀλλά σκέφτονται καί ἀνεβαίνουν, ἐνῶ ὅλοι οἱ ἄλλοι πᾶνε πίσω. Ὁ λαός ζητάει δουλειά, ψωμί καί ἐλευθερία. Οἱ πολιτικοί τῶν παλιῶν κομμάτων ξέρουν μόνο νά ὑπόσχονται. Ἡ κυβέρνηση δέν κάνει τίποτα γιά νά βοηθήσει τούς φτωχούς. (44, 824, 330, 902)
paragraph: Ὁ Γκροϊνγκ-Γκρονεστάιν ἔβγαλε τό πορτοφόλι του καί τοῦ ἔδωσε ἕνα νόμισμα. Ὁ ἀλήτης τό πῆρε καί τό κοίταξε πολλή ὥρα. Μετά γέλασε. — Εὐχαριστῶ, κύριε. Ἀλλά τό κάνεις μόνο γιά νά ξεφορτωθεῖς ἀπό μένα. — Μπορεῖ, εἶπε ὁ ἀντιπρόσωπος. (442, 1647, 804, 1725)
paragraph: Τό εἶρας τῆς λευκῆς ἐργομοροίας ἔχει πάρα πολλά ἀνάσκοπα τό τα πλαγιαστικά τῆς Ἀθήνας. Καί στά τσιμεντένια τῆς ἐλευ- ερίας καλείται νά πάρει μαζί κάθε φιλόσο- φος πολίτης καί κάθε παιδί πρέπει αὐτός. Οἱ ἐλευθερίες τῶν ἐργαζομένων ματώ- νουν τραγικά καί ματαιώνεις μέ διάφορα κομματικά λόγια. Ἡ δημοκρατία τους καί ἡ τσάγιω τους ἦταν νά μήν πάνε μαζί. Ὅμως ὁ λαός σκέφτεται καί ἐργάζεται. Τό δέλος τοῦ κόσμου φαίνεται σ' ὅλα τά ἔργα πού ἔχει κάνει. (44, 1091, 330, 1222)
paragraph: Κι ἔφυγε πρός τό ξενοδοχεῖο. Ὁ ἀλήτης ξανακάθισε στό πεζούλι. Ὁ ἥλιος ἀνέβαινε καί ἡ πόλη ξυπνοῦσε. Ὁ Γκροϊνγκ-Γκρονεστάιν δέν μποροῦσε νά ξεχάσει τά μάτια τοῦ ἀλήτη. Ὅλη τή μέρα τόν σκεφτόταν. Τό βράδυ βγῆκε πάλι στό δρόμο γιά νά τόν βρεῖ. Ὁ ἀλήτης ἦταν ἐκεῖ. (1198, 1432, 1560, 1497)
paragraph: Κι ἔφυγε πρός τό ξενοδοχεῖο. Ὁ ἀλήτης ξανακάθισε στό πεζούλι. Ὁ ἥλιος ἀνέβαινε καί ἡ πόλη ξυπνοῦσε. Ὁ Γκροϊνγκ-Γκρονεστάιν δέν μποροῦσε νά ξεχάσει τά μάτια τοῦ ἀλήτη. Ὅλη τή μέρα τόν σκεφτόταν. Τό βράδυ βγῆκε πάλι στό δρόμο γιά νά τόν βρεῖ. Ὁ ἀλήτης ἦταν ἐκεῖ. (44, 1762, 426, 1814)
paragraph: ΤΡΙΚΚΑΛΑ, Ἰουνίου (Τοῦ ἀνταποκριτοῦ μας). Οἱ καταστροφές πού ἔγιναν ἀπό τίς πλημμύρες καί τίς χαλαζοπτώσεις εἶναι μεγάλες. Οἱ φτωχοί χωρικοί βρίσκονται σέ ἀπελπιστική κατάσταση. Ἡ κυβέρνηση δέν κάνει τίποτα. Οἱ χωρικοί στό χωριό Καλαμπάκα ζητοῦν ἀμέσως βοήθεια. Ἐάν δέν πάρουν βοήθεια θά πεθάνουν ἀπό τήν πείνα. Τό σιτάρι καταστράφηκε τελείως καί τά καλαμπόκια χάθηκαν στό νερό. (824, 917, 1066, 1048)
paragraph: Ὁ περιπλάνητς ἀντιπρόσωπος τοῦ ἐμπορικοῦ καταστήματος «Ρίκκάρα», ὁ Γκροϊνγκ-Γκρονεστάιν, ἔφτασε στό λιμάνι τῆς μικρῆς πόλης μέ τό πρῶτο φῶς. Στήν ἀρχή τῆς πόλης, ἐκεῖ ὅπου ὁ δρόμος φεύγει γιά τά χωράφια, στάθηκε καί κοίταξε γύρω του. Ἡ πόλη κοιμόταν ἀκόμα. Μόνο ἕνας ἀλήτης καθόταν στό πεζούλι καί κάπνιζε. (442, 1728, 804, 1806)
serial-author: ΤΟΥ Β. ΚΟΧΑΝΟΒΣΚΙ (159, 1519, 311, 1534)
paragraph: Γιά νά ἔχουμε τά πράγματα πού πρέπει ἡ ἀγωγή τοῦ παιδιοῦ ἀρχίζει πολύ νωρίς. Μετά τόν πρῶτο χρόνο τό παιδί μαθαίνει νά περπατάει καί νά μιλάει. Ἡ μητέρα καί ὁ παιδαγωγός δουλεύουν μαζί. (344, 505, 550, 584)
serial-title-box (48, 1436, 422, 1541)
article-column-left (1078, 202, 1310, 1362)
issue-line: ΠΑΡΑΣΚΕΥΗ 17 Ιουνίου (1333, 10, 1560, 28)
column-rule (338, 50, 339, 1410)
paragraph: — Ξέρεις, εἶπε ὁ ἀλήτης, κι ἐγώ κάποτε εἶχα σπίτι καί δουλειά. Ἀλλά ἡ ζωή εἶναι περίεργη. Σήμερα εἶσαι πάνω καί αὔριο βρίσκεσαι στό δρόμο. — Καί τί θέλεις ἀπό μένα; — Τίποτα. Μόνο νά μιλήσουμε λίγο. (820, 1432, 1182, 1497)
paragraph: Γιατρός ἀπ' αὐτούς τούς ὅρους δουλειᾶς δέν ὑπάρχει καθόλου. Ὅταν ἕνας ἐργάτης ἀρρωστήσει ἤ χτυπηθεῖ στή δουλειά τόν διώχνουν. Τά παιδιά πού δουλεύουν στά μηχανήματα κινδυνεύουν κάθε στιγμή νά σακατευτοῦν. (1078, 930, 1310, 1009)
paragraph: Κυβέρνα: ὅμως ξέρουμε καί τίποτα, ἀλλά σκέφτονται καί ἀνεβαίνουν, ἐνῶ ὅλοι οἱ ἄλλοι πᾶνε πίσω. Ὁ λαός ζητάει δουλειά, ψωμί καί ἐλευθερία. Οἱ πολιτικοί τῶν παλιῶν κομμάτων ξέρουν μόνο νά ὑπόσχονται. Ἡ κυβέρνηση δέν κάνει τίποτα γιά νά βοηθήσει τούς φτωχούς. (44, 235, 330, 314)
paragraph: Ἀπό τήν ἀπαρχή τῆς Ἐλευσίνας καί ὥς τά τελευταῖα χρόνια οἱ ἐργάτες δουλεύουν χωρίς ὡράριο. Ἡ δουλειά ἀρχίζει στίς 5 τό πρωί καί τελειώνει στίς 9 τό βράδυ. Οἱ ἐργάτες δέν ἔχουν οὔτε μιά ὥρα ἀνάπαυση. Τό φαΐ τους τό τρῶνε πάνω στή δουλειά. Ἡ διεύθυνση δέν ἐφαρμόζει κανένα νόμο γιά τό ὀχτάωρο. (1078, 308, 1310, 413)
subhead-medical: ΙΑΤΡΙΚΗ ΠΕΡΙΘΑΛΨΗ (1121, 914, 1267, 928)
section-rule (344, 982, 550, 984)
paragraph: Γιά νά σωθοῦνε πρέπει νά ὀργανωθοῦν στίς ἐπιτροπές τους καί νά ἀπαιτήσουν βοήθεια ἀπό τό κράτος. Μόνο ἡ πάλη θά τούς σώσει. Στή Σπάρτη βρίσκονται οἱ φτωχοί χωρικοί. (824, 388, 1066, 453)
paragraph: Στά βάθια Νεάπολη οἱ οἰκογένεια μας ἀπό τήν τελευταία καί τίς συνέπειές της γιά τούς φτωχούς ἀγρότες. Τά σπαρτά τους καταστράφηκαν ἀπό τίς βροχές καί τό χαλάζι. Τώρα δέν ἔχουν τίποτα νά φᾶνε καί τά χρέη τους μεγαλώνουν. (562, 830, 804, 908)
section-kicker: ΖΩΗ ΚΑΙ ΤΕΧΝΗ (44, 50, 330, 69)
article-headline: ΚΟΚΚΙΝΕΣ ΠΙΝΕΛΙΕΣ (54, 70, 320, 100)
paragraph: Ἡ Πρόεδρος τῆς Κοινότητος (Ἔπονται αἱ ὑπογραφαί τοῦ προέδρου καί τῶν μελῶν). (824, 199, 1066, 225)
paragraph: Ἀπό τίς ἔρευνες πού κάναμε διαπιστώσαμε τά ἑξῆς: ἡ διεύθυνση τοῦ ἐργοστασίου ἐφαρμόζει σύστημα προστίμων. Κάθε φορά πού ἕνας ἐργάτης ἀργεῖ ἕνα λεπτό, τοῦ κόβουν μισό μεροκάματο. Ὅποιος διαμαρτυρηθεῖ ἀπολύεται ἀμέσως. (1320, 784, 1552, 875)
paragraph: Στό χωριό Κάμπος εἴχαμε ἐπίσης στάση. Τό Πρακτικόν Κοινοτικοῦ Συμβουλίου τῆς Κοινότητος Κάμπου Βοιῶν λέει πώς οἱ χωρικοί ζητοῦν ἀπαλλαγή ἀπό τούς φόρους καί δάνεια γιά νά σπείρουν. Ἡ ζημιά ἀπό τό χαλάζι ὑπολογίζεται σέ πολλές χιλιάδες δραχμές. Ζητοῦμε ἀπό τήν κυβέρνηση νά στείλει ἀμέσως βοήθεια. (562, 978, 804, 1083)
proletarian-label: ΠΡΟΛΕΤΑΡΙΟΣ (384, 988, 510, 1004)
paragraph: Κι ἔφυγε πρός τό ξενοδοχεῖο. Ὁ ἀλήτης ξανακάθισε στό πεζούλι. Ὁ ἥλιος ἀνέβαινε καί ἡ πόλη ξυπνοῦσε. Ὁ Γκροϊνγκ-Γκρονεστάιν δέν μποροῦσε νά ξεχάσει τά μάτια τοῦ ἀλήτη. Ὅλη τή μέρα τόν σκεφτόταν. Τό βράδυ βγῆκε πάλι στό δρόμο γιά νά τόν βρεῖ. Ὁ ἀλήτης ἦταν ἐκεῖ. (1198, 1876, 1560, 1941)
